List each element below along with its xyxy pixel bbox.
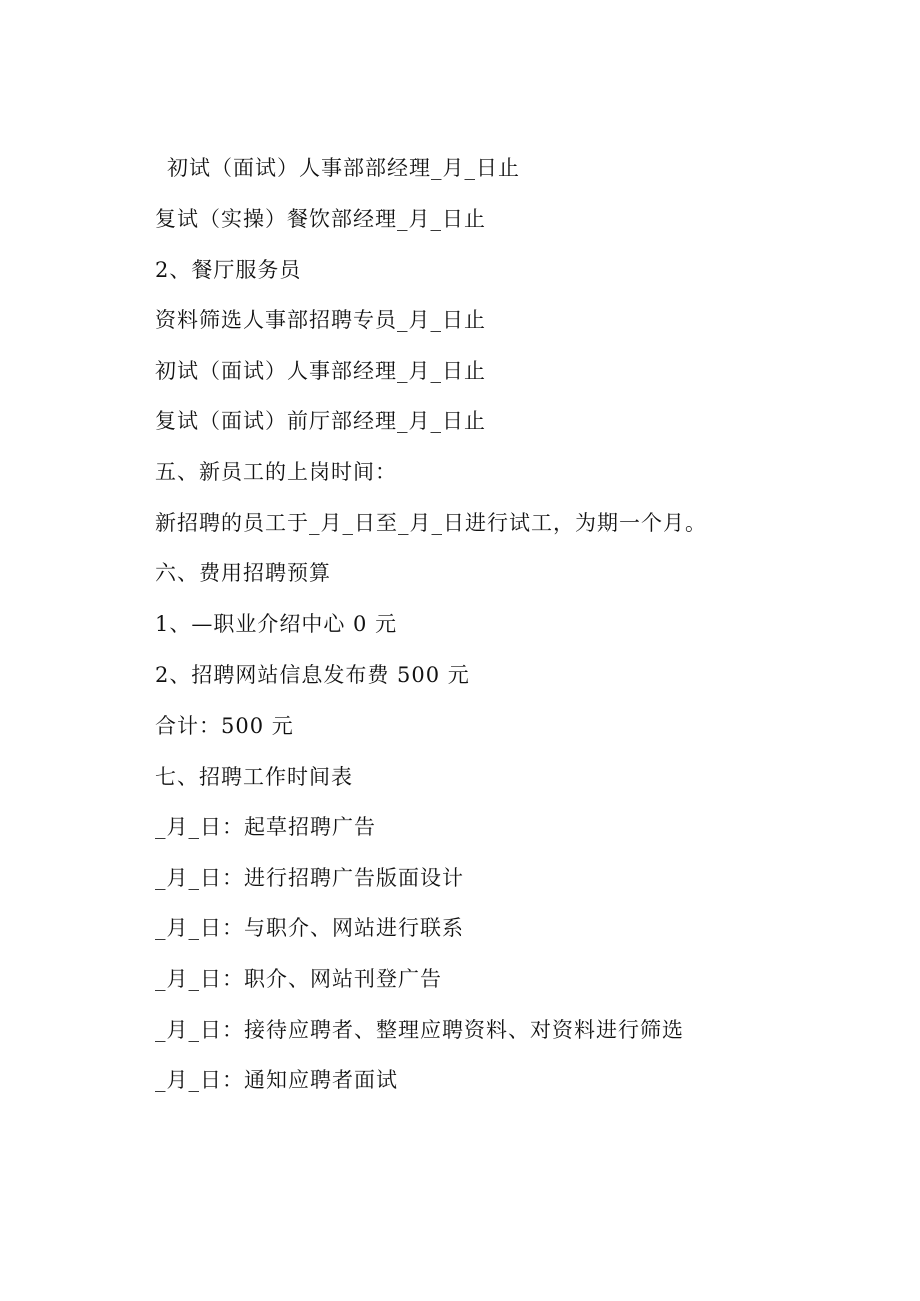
- text-line: 合计：500 元: [155, 714, 294, 738]
- text-line: 资料筛选人事部招聘专员_月_日止: [155, 308, 486, 332]
- text-line: _月_日：通知应聘者面试: [155, 1068, 398, 1092]
- section-heading: 六、费用招聘预算: [155, 561, 331, 585]
- text-line: 1、—职业介绍中心 0 元: [155, 612, 398, 636]
- text-line: 复试（实操）餐饮部经理_月_日止: [155, 207, 486, 231]
- text-line: _月_日：与职介、网站进行联系: [155, 916, 464, 940]
- text-line: _月_日：进行招聘广告版面设计: [155, 866, 464, 890]
- text-line: 初试（面试）人事部部经理_月_日止: [167, 156, 520, 180]
- section-heading: 五、新员工的上岗时间：: [155, 460, 397, 484]
- text-line: 初试（面试）人事部经理_月_日止: [155, 359, 486, 383]
- text-line: 2、招聘网站信息发布费 500 元: [155, 663, 470, 687]
- text-line: _月_日：职介、网站刊登广告: [155, 967, 442, 991]
- text-line: 复试（面试）前厅部经理_月_日止: [155, 409, 486, 433]
- text-line: _月_日：接待应聘者、整理应聘资料、对资料进行筛选: [155, 1018, 684, 1042]
- section-heading: 七、招聘工作时间表: [155, 765, 353, 789]
- text-line: 2、餐厅服务员: [155, 258, 302, 282]
- text-line: _月_日：起草招聘广告: [155, 815, 376, 839]
- text-line: 新招聘的员工于_月_日至_月_日进行试工，为期一个月。: [155, 511, 707, 535]
